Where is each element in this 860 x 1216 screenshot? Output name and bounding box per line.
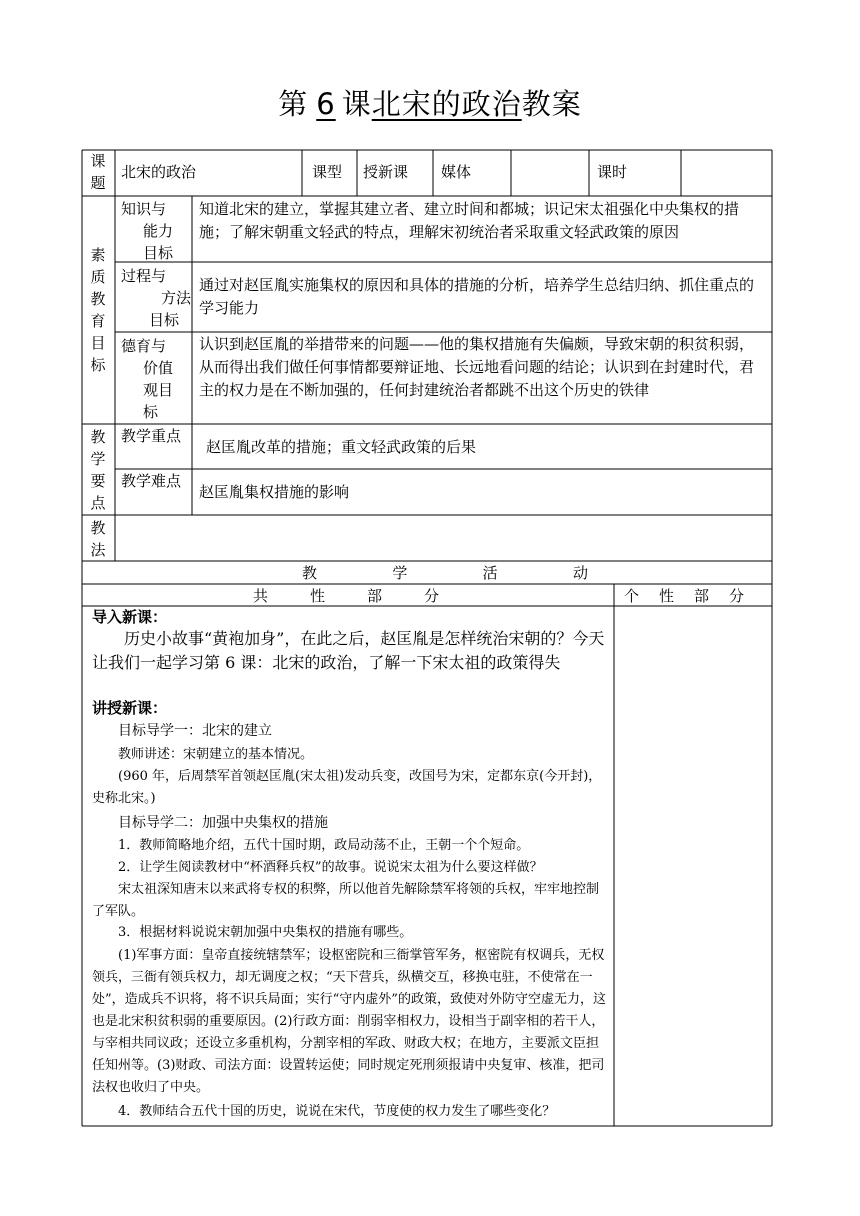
title-suffix: 教案	[521, 87, 582, 121]
new-lesson-heading: 讲授新课：	[92, 699, 168, 717]
method-label: 教法	[90, 519, 106, 559]
lesson-value: 北宋的政治	[121, 163, 197, 181]
intro-text: 历史小故事“黄袍加身”，在此之后，赵匡胤是怎样统治宋朝的？今天让我们一起学习第 6 课：北宋的政治，了解一下宋太祖的政策得失	[92, 629, 605, 672]
activity-header: 教 学 活 动	[302, 564, 588, 582]
point-2-note: 宋太祖深知唐末以来武将专权的积弊，所以他首先解除禁军将领的兵权，牢牢地控制了军队。	[92, 882, 600, 919]
common-part-header: 共 性 部 分	[253, 587, 439, 605]
goal-label-knowledge: 知识与 能力 目标	[121, 200, 174, 262]
goal-text-moral: 认识到赵匡胤的举措带来的问题——他的集权措施有失偏颇，导致宋朝的积贫积弱，从而得出我们做任何事情都要辩证地、长远地看问题的结论；认识到在封建时代，君主的权力是在不断加强的，任何封建统治者都跳不出这个历史的铁律	[199, 335, 755, 399]
title-topic: 北宋的政治	[371, 87, 522, 121]
lesson-label: 课题	[90, 152, 106, 192]
type-label: 课型	[312, 163, 343, 181]
point-4: 4．教师结合五代十国的历史，说说在宋代，节度使的权力发生了哪些变化？	[118, 1104, 556, 1119]
point-2: 2．让学生阅读教材中“杯酒释兵权”的故事。说说宋太祖为什么要这样做？	[118, 860, 543, 875]
point-3-note: (1)军事方面：皇帝直接统辖禁军；设枢密院和三衙掌管军务，枢密院有权调兵，无权领兵，三衙有领兵权力，却无调度之权；“天下营兵，纵横交互，移换屯驻，不使常在一处”，造成兵不识将，将不识兵局面；实行“守内虚外”的政策，致使对外防守空虚无力，这也是北宋积贫积弱的重要原因。(2)行政方面：削弱宰相权力，设相当于副宰相的若干人，与宰相共同议政；还设立多重机构，分割宰相的军政、财政大权；在地方，主要派文臣担任知州等。(3)财政、司法方面：设置转运使；同时规定死刑须报请中央复审、核准，把司法权也收归了中央。	[92, 948, 606, 1095]
goal-text-process: 通过对赵匡胤实施集权的原因和具体的措施的分析，培养学生总结归纳、抓住重点的学习能力	[199, 276, 755, 317]
goal1-heading: 目标导学一：北宋的建立	[118, 723, 272, 739]
media-label: 媒体	[441, 163, 472, 181]
title-prefix: 第	[278, 87, 309, 121]
goal-label-process: 过程与 方法 目标	[121, 267, 192, 329]
title-number: 6	[316, 87, 336, 121]
goals-section-label: 素质教育目标	[90, 246, 106, 374]
point-1: 1．教师简略地介绍，五代十国时期，政局动荡不止，王朝一个个短命。	[118, 838, 530, 853]
focus-label: 教学重点	[121, 427, 182, 445]
goal-text-knowledge: 知道北宋的建立，掌握其建立者、建立时间和都城；识记宋太祖强化中央集权的措施；了解宋朝重文轻武的特点，理解宋初统治者采取重文轻武政策的原因	[199, 200, 740, 241]
focus-text: 赵匡胤改革的措施；重文轻武政策的后果	[206, 438, 477, 456]
difficulty-label: 教学难点	[121, 472, 182, 490]
type-value: 授新课	[363, 163, 409, 181]
intro-heading: 导入新课：	[92, 608, 168, 626]
hours-label: 课时	[597, 163, 628, 181]
goal1-line: 教师讲述：宋朝建立的基本情况。	[118, 747, 314, 762]
difficulty-text: 赵匡胤集权措施的影响	[199, 483, 350, 501]
title-lesson-label: 课	[341, 87, 372, 121]
goal2-heading: 目标导学二：加强中央集权的措施	[118, 815, 328, 831]
goal1-note: (960 年，后周禁军首领赵匡胤(宋太祖)发动兵变，改国号为宋，定都东京(今开封)，史称北宋。)	[92, 769, 602, 806]
key-points-label: 教学要点	[90, 428, 106, 512]
goal-label-moral: 德育与 价值 观目 标	[121, 337, 174, 421]
page-title	[0, 82, 860, 123]
individual-part-header: 个 性 部 分	[624, 587, 744, 605]
point-3: 3．根据材料说说宋朝加强中央集权的措施有哪些。	[118, 925, 413, 940]
